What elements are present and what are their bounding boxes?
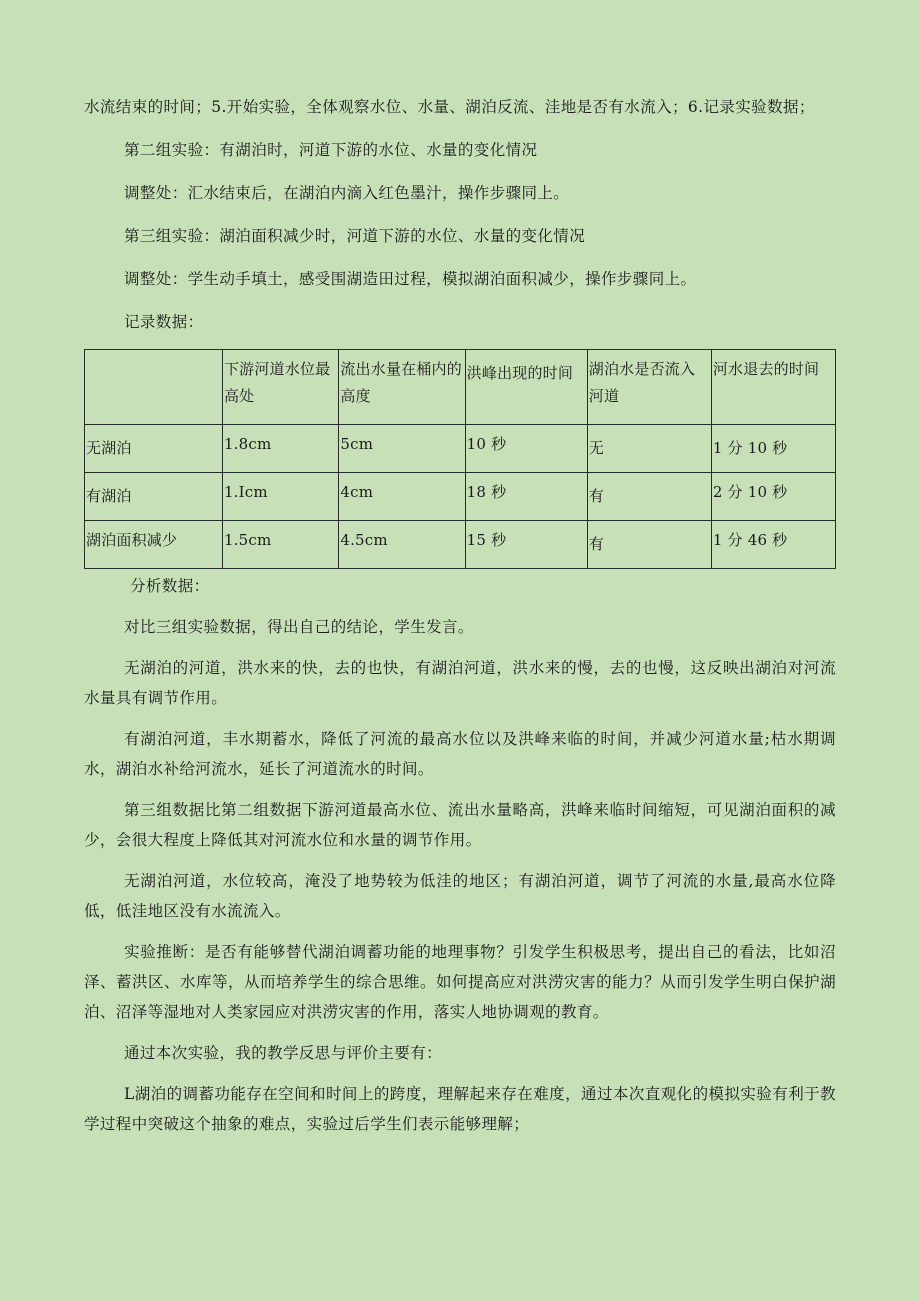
table-cell: 18 秒 bbox=[465, 473, 587, 521]
table-cell: 1.5cm bbox=[222, 521, 338, 569]
table-cell: 1 分 46 秒 bbox=[711, 521, 835, 569]
paragraph-with-lake: 有湖泊河道，丰水期蓄水，降低了河流的最高水位以及洪峰来临的时间，并减少河道水量;枯水期调水，湖泊水补给河流水，延长了河道流水的时间。 bbox=[84, 730, 836, 778]
table-row bbox=[85, 425, 836, 473]
paragraph-group2-adjust: 调整处：汇水结束后，在湖泊内滴入红色墨汁，操作步骤同上。 bbox=[124, 184, 570, 202]
table-cell: 1 分 10 秒 bbox=[711, 425, 835, 473]
paragraph-compare: 对比三组实验数据，得出自己的结论，学生发言。 bbox=[124, 618, 474, 636]
table-header-text: 洪峰出现的时间 bbox=[466, 364, 574, 382]
experiment-data-table bbox=[84, 349, 836, 569]
table-cell: 有湖泊 bbox=[85, 473, 223, 521]
table-header-cell: 湖泊水是否流入河道 bbox=[587, 350, 711, 425]
paragraph-group2-title: 第二组实验：有湖泊时，河道下游的水位、水量的变化情况 bbox=[124, 141, 538, 159]
table-header-row bbox=[85, 350, 836, 425]
paragraph-water-level: 无湖泊河道，水位较高，淹没了地势较为低洼的地区；有湖泊河道，调节了河流的水量,最高水位降低，低洼地区没有水流流入。 bbox=[84, 872, 836, 920]
paragraph-reflection-intro: 通过本次实验，我的教学反思与评价主要有： bbox=[124, 1044, 443, 1062]
paragraph-analysis-label: 分析数据： bbox=[130, 577, 210, 595]
table-row bbox=[85, 521, 836, 569]
table-header-cell bbox=[465, 350, 587, 425]
table-cell: 2 分 10 秒 bbox=[711, 473, 835, 521]
table-cell: 1.8cm bbox=[222, 425, 338, 473]
table-cell: 无湖泊 bbox=[85, 425, 223, 473]
paragraph-record-data-label: 记录数据： bbox=[124, 313, 204, 331]
table-cell: 有 bbox=[587, 521, 711, 569]
paragraph-group3-compare: 第三组数据比第二组数据下游河道最高水位、流出水量略高，洪峰来临时间缩短，可见湖泊面积的减少，会很大程度上降低其对河流水位和水量的调节作用。 bbox=[84, 801, 836, 849]
paragraph-group3-title: 第三组实验：湖泊面积减少时，河道下游的水位、水量的变化情况 bbox=[124, 227, 586, 245]
table-cell: 15 秒 bbox=[465, 521, 587, 569]
table-cell: 10 秒 bbox=[465, 425, 587, 473]
document-page bbox=[84, 92, 836, 1139]
table-cell: 1.Icm bbox=[222, 473, 338, 521]
table-row bbox=[85, 473, 836, 521]
table-header-cell: 流出水量在桶内的高度 bbox=[339, 350, 465, 425]
table-header-cell bbox=[85, 350, 223, 425]
table-cell: 4cm bbox=[339, 473, 465, 521]
table-cell: 有 bbox=[587, 473, 711, 521]
table-cell: 无 bbox=[587, 425, 711, 473]
table-cell: 5cm bbox=[339, 425, 465, 473]
paragraph-procedure-end: 水流结束的时间；5.开始实验，全体观察水位、水量、湖泊反流、洼地是否有水流入；6.记录实验数据； bbox=[84, 98, 815, 116]
paragraph-inference: 实验推断：是否有能够替代湖泊调蓄功能的地理事物？引发学生积极思考，提出自己的看法，比如沼泽、蓄洪区、水库等，从而培养学生的综合思维。如何提高应对洪涝灾害的能力？从而引发学生明白保护湖泊、沼泽等湿地对人类家园应对洪涝灾害的作用，落实人地协调观的教育。 bbox=[84, 943, 836, 1021]
table-header-cell: 下游河道水位最高处 bbox=[222, 350, 338, 425]
table-cell: 湖泊面积减少 bbox=[85, 521, 223, 569]
paragraph-group3-adjust: 调整处：学生动手填土，感受围湖造田过程，模拟湖泊面积减少，操作步骤同上。 bbox=[124, 270, 697, 288]
paragraph-no-lake: 无湖泊的河道，洪水来的快，去的也快，有湖泊河道，洪水来的慢，去的也慢，这反映出湖泊对河流水量具有调节作用。 bbox=[84, 659, 836, 707]
table-cell: 4.5cm bbox=[339, 521, 465, 569]
table-header-cell: 河水退去的时间 bbox=[711, 350, 835, 425]
paragraph-reflection-1: L湖泊的调蓄功能存在空间和时间上的跨度，理解起来存在难度，通过本次直观化的模拟实验有利于教学过程中突破这个抽象的难点，实验过后学生们表示能够理解； bbox=[84, 1085, 836, 1133]
